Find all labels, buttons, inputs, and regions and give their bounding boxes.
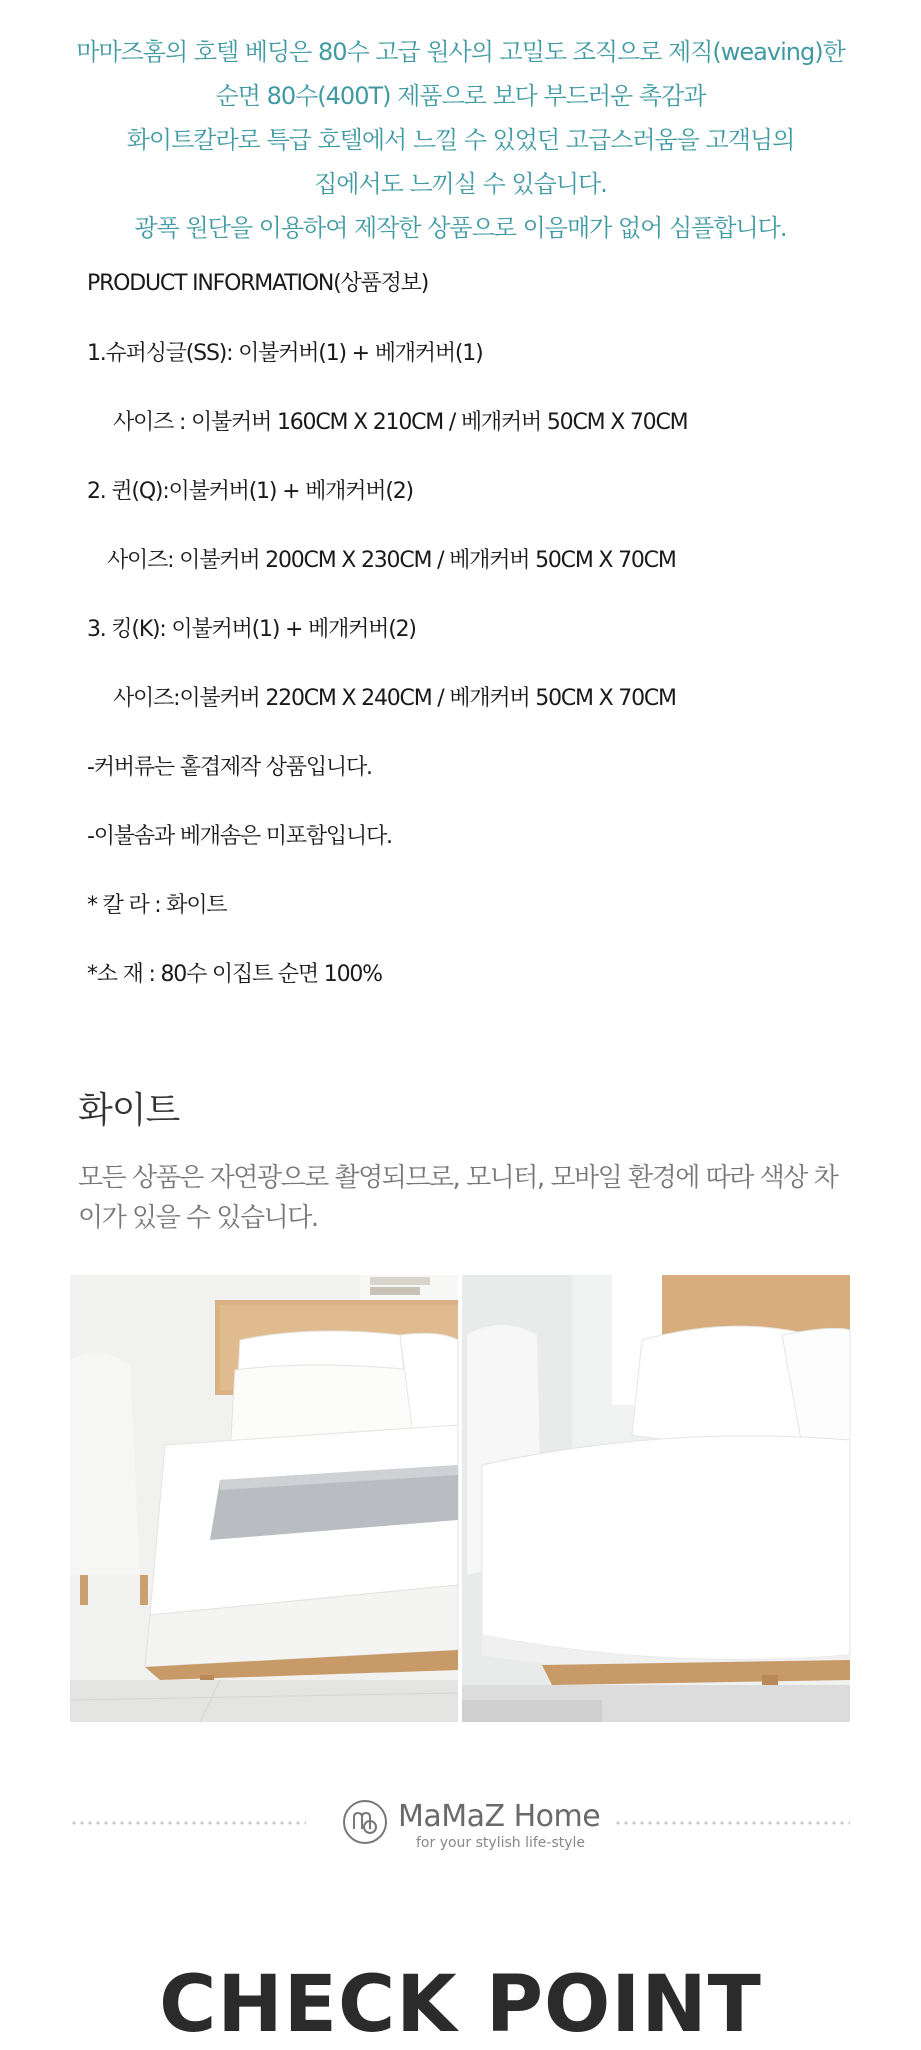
product-info-note-filling: -이불솜과 베개솜은 미포함입니다. bbox=[87, 824, 392, 849]
white-bedding-photo-1 bbox=[70, 1275, 458, 1722]
product-info-material: *소 재 : 80수 이집트 순면 100% bbox=[87, 962, 382, 987]
brand-name: MaMaZ Home bbox=[398, 1799, 601, 1834]
dotted-divider-left bbox=[70, 1821, 306, 1825]
brand-logo bbox=[342, 1797, 601, 1853]
product-info-note-single-layer: -커버류는 홑겹제작 상품입니다. bbox=[87, 755, 372, 780]
mamaz-logo-icon bbox=[342, 1799, 388, 1845]
product-info-color: * 칼 라 : 화이트 bbox=[87, 893, 227, 918]
intro-line-4: 집에서도 느끼실 수 있습니다. bbox=[314, 170, 607, 198]
product-info-heading: PRODUCT INFORMATION(상품정보) bbox=[87, 271, 429, 296]
product-info-item-k: 3. 킹(K): 이불커버(1) + 베개커버(2) bbox=[87, 617, 416, 642]
brand-tagline: for your stylish life-style bbox=[416, 1835, 586, 1851]
brand-divider bbox=[70, 1793, 850, 1851]
product-info-item-ss: 1.슈퍼싱글(SS): 이불커버(1) + 베개커버(1) bbox=[87, 341, 483, 366]
product-info-item-q: 2. 퀸(Q):이불커버(1) + 베개커버(2) bbox=[87, 479, 413, 504]
intro-line-3: 화이트칼라로 특급 호텔에서 느낄 수 있었던 고급스러움을 고객님의 bbox=[126, 126, 795, 154]
white-bedding-photo-2 bbox=[462, 1275, 850, 1722]
intro-description bbox=[0, 30, 921, 250]
dotted-divider-right bbox=[614, 1821, 850, 1825]
product-info-size-q: 사이즈: 이불커버 200CM X 230CM / 베개커버 50CM X 70CM bbox=[107, 548, 676, 573]
intro-line-2: 순면 80수(400T) 제품으로 보다 부드러운 촉감과 bbox=[215, 82, 706, 110]
intro-line-1: 마마즈홈의 호텔 베딩은 80수 고급 원사의 고밀도 조직으로 제직(weaving)한 bbox=[76, 38, 845, 66]
product-info-size-k: 사이즈:이불커버 220CM X 240CM / 베개커버 50CM X 70CM bbox=[113, 686, 676, 711]
intro-line-5: 광폭 원단을 이용하여 제작한 상품으로 이음매가 없어 심플합니다. bbox=[134, 214, 787, 242]
color-section-title: 화이트 bbox=[78, 1090, 180, 1131]
product-info-size-ss: 사이즈 : 이불커버 160CM X 210CM / 베개커버 50CM X 70CM bbox=[113, 410, 688, 435]
check-point-heading: CHECK POINT bbox=[159, 1960, 762, 2050]
product-photos bbox=[70, 1275, 850, 1722]
color-notice: 모든 상품은 자연광으로 촬영되므로, 모니터, 모바일 환경에 따라 색상 차이가 있을 수 있습니다. bbox=[78, 1163, 838, 1233]
